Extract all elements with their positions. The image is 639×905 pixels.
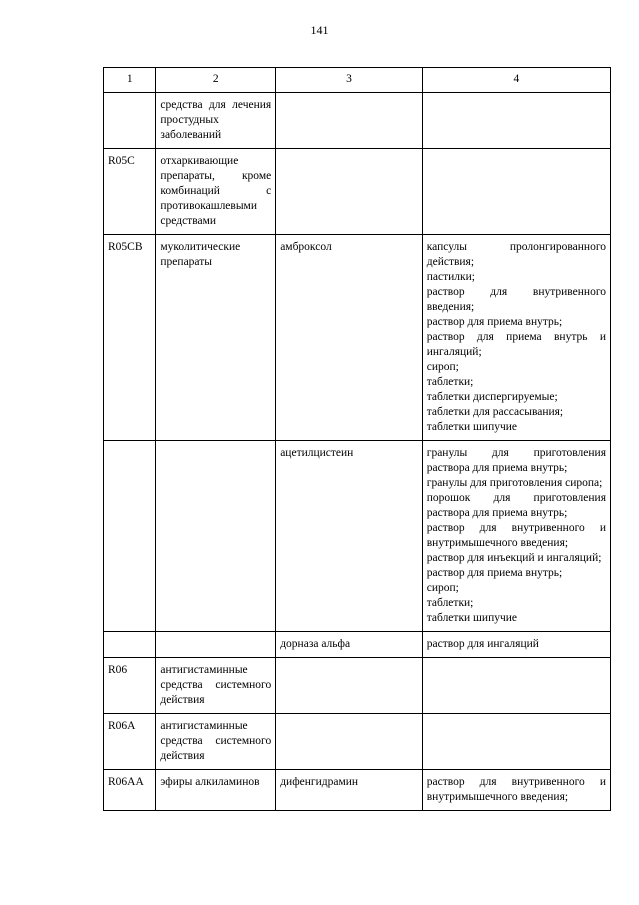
atc-code-cell: R06AA bbox=[104, 770, 156, 811]
dosage-form-item: таблетки диспергируемые; bbox=[426, 391, 558, 403]
dosage-form-item: таблетки; bbox=[426, 597, 474, 609]
dosage-form-item: раствор для ингаляций bbox=[426, 638, 539, 650]
dosage-forms-cell bbox=[422, 770, 610, 811]
dosage-forms-cell bbox=[422, 714, 610, 770]
dosage-form-item: раствор для приема внутрь; bbox=[426, 316, 563, 328]
pharmacological-group-cell: эфиры алкиламинов bbox=[156, 770, 276, 811]
atc-code-cell bbox=[104, 441, 156, 632]
drug-name-cell: ацетилцистеин bbox=[276, 441, 423, 632]
drug-name-cell bbox=[276, 658, 423, 714]
dosage-form-item: раствор для инъекций и ингаляций; bbox=[426, 552, 602, 564]
drug-name-cell: дифенгидрамин bbox=[276, 770, 423, 811]
table-body bbox=[104, 93, 611, 811]
pharmacological-group-cell bbox=[156, 632, 276, 658]
pharmacological-group-cell: муколитические препараты bbox=[156, 235, 276, 441]
atc-code-cell: R05C bbox=[104, 149, 156, 235]
pharmacological-group-cell: антигистаминные средства системного действия bbox=[156, 658, 276, 714]
atc-code-cell: R06A bbox=[104, 714, 156, 770]
dosage-forms-cell bbox=[422, 235, 610, 441]
table-row bbox=[104, 235, 611, 441]
dosage-form-item: гранулы для приготовления сиропа; bbox=[426, 477, 603, 489]
atc-code-cell bbox=[104, 93, 156, 149]
table-row bbox=[104, 632, 611, 658]
pharmacological-group-cell: антигистаминные средства системного действия bbox=[156, 714, 276, 770]
drug-classification-table bbox=[103, 67, 611, 811]
dosage-form-item: раствор для внутривенного введения; bbox=[426, 286, 606, 313]
drug-name-cell bbox=[276, 149, 423, 235]
dosage-forms-cell bbox=[422, 441, 610, 632]
table-row bbox=[104, 149, 611, 235]
dosage-form-item: порошок для приготовления раствора для приема внутрь; bbox=[426, 492, 606, 519]
dosage-form-item: раствор для внутривенного и внутримышечного введения; bbox=[426, 522, 606, 549]
pharmacological-group-cell: средства для лечения простудных заболеваний bbox=[156, 93, 276, 149]
dosage-form-item: раствор для внутривенного и внутримышечного введения; bbox=[426, 776, 606, 803]
table-row bbox=[104, 770, 611, 811]
atc-code-cell bbox=[104, 632, 156, 658]
table-row bbox=[104, 441, 611, 632]
dosage-form-item: гранулы для приготовления раствора для приема внутрь; bbox=[426, 447, 606, 474]
dosage-form-item: раствор для приема внутрь; bbox=[426, 567, 563, 579]
dosage-form-item: таблетки для рассасывания; bbox=[426, 406, 564, 418]
header-col-2: 2 bbox=[156, 68, 276, 93]
table-row bbox=[104, 714, 611, 770]
dosage-forms-cell bbox=[422, 93, 610, 149]
drug-name-cell bbox=[276, 93, 423, 149]
table-row bbox=[104, 93, 611, 149]
dosage-form-item: раствор для приема внутрь и ингаляций; bbox=[426, 331, 606, 358]
dosage-forms-cell bbox=[422, 149, 610, 235]
dosage-form-item: таблетки шипучие bbox=[426, 612, 518, 624]
table-row bbox=[104, 658, 611, 714]
drug-name-cell bbox=[276, 714, 423, 770]
dosage-form-item: сироп; bbox=[426, 582, 459, 594]
dosage-form-item: капсулы пролонгированного действия; bbox=[426, 241, 606, 268]
dosage-form-item: сироп; bbox=[426, 361, 459, 373]
atc-code-cell: R05CB bbox=[104, 235, 156, 441]
drug-name-cell: амброксол bbox=[276, 235, 423, 441]
header-col-4: 4 bbox=[422, 68, 610, 93]
pharmacological-group-cell bbox=[156, 441, 276, 632]
pharmacological-group-cell: отхаркивающие препараты, кроме комбинаций с противокашлевыми средствами bbox=[156, 149, 276, 235]
dosage-form-item: таблетки шипучие bbox=[426, 421, 518, 433]
table-header-row bbox=[104, 68, 611, 93]
drug-name-cell: дорназа альфа bbox=[276, 632, 423, 658]
page-number: 141 bbox=[310, 23, 329, 37]
dosage-form-item: таблетки; bbox=[426, 376, 474, 388]
header-col-1: 1 bbox=[104, 68, 156, 93]
dosage-form-item: пастилки; bbox=[426, 271, 475, 283]
atc-code-cell: R06 bbox=[104, 658, 156, 714]
dosage-forms-cell bbox=[422, 632, 610, 658]
header-col-3: 3 bbox=[276, 68, 423, 93]
dosage-forms-cell bbox=[422, 658, 610, 714]
